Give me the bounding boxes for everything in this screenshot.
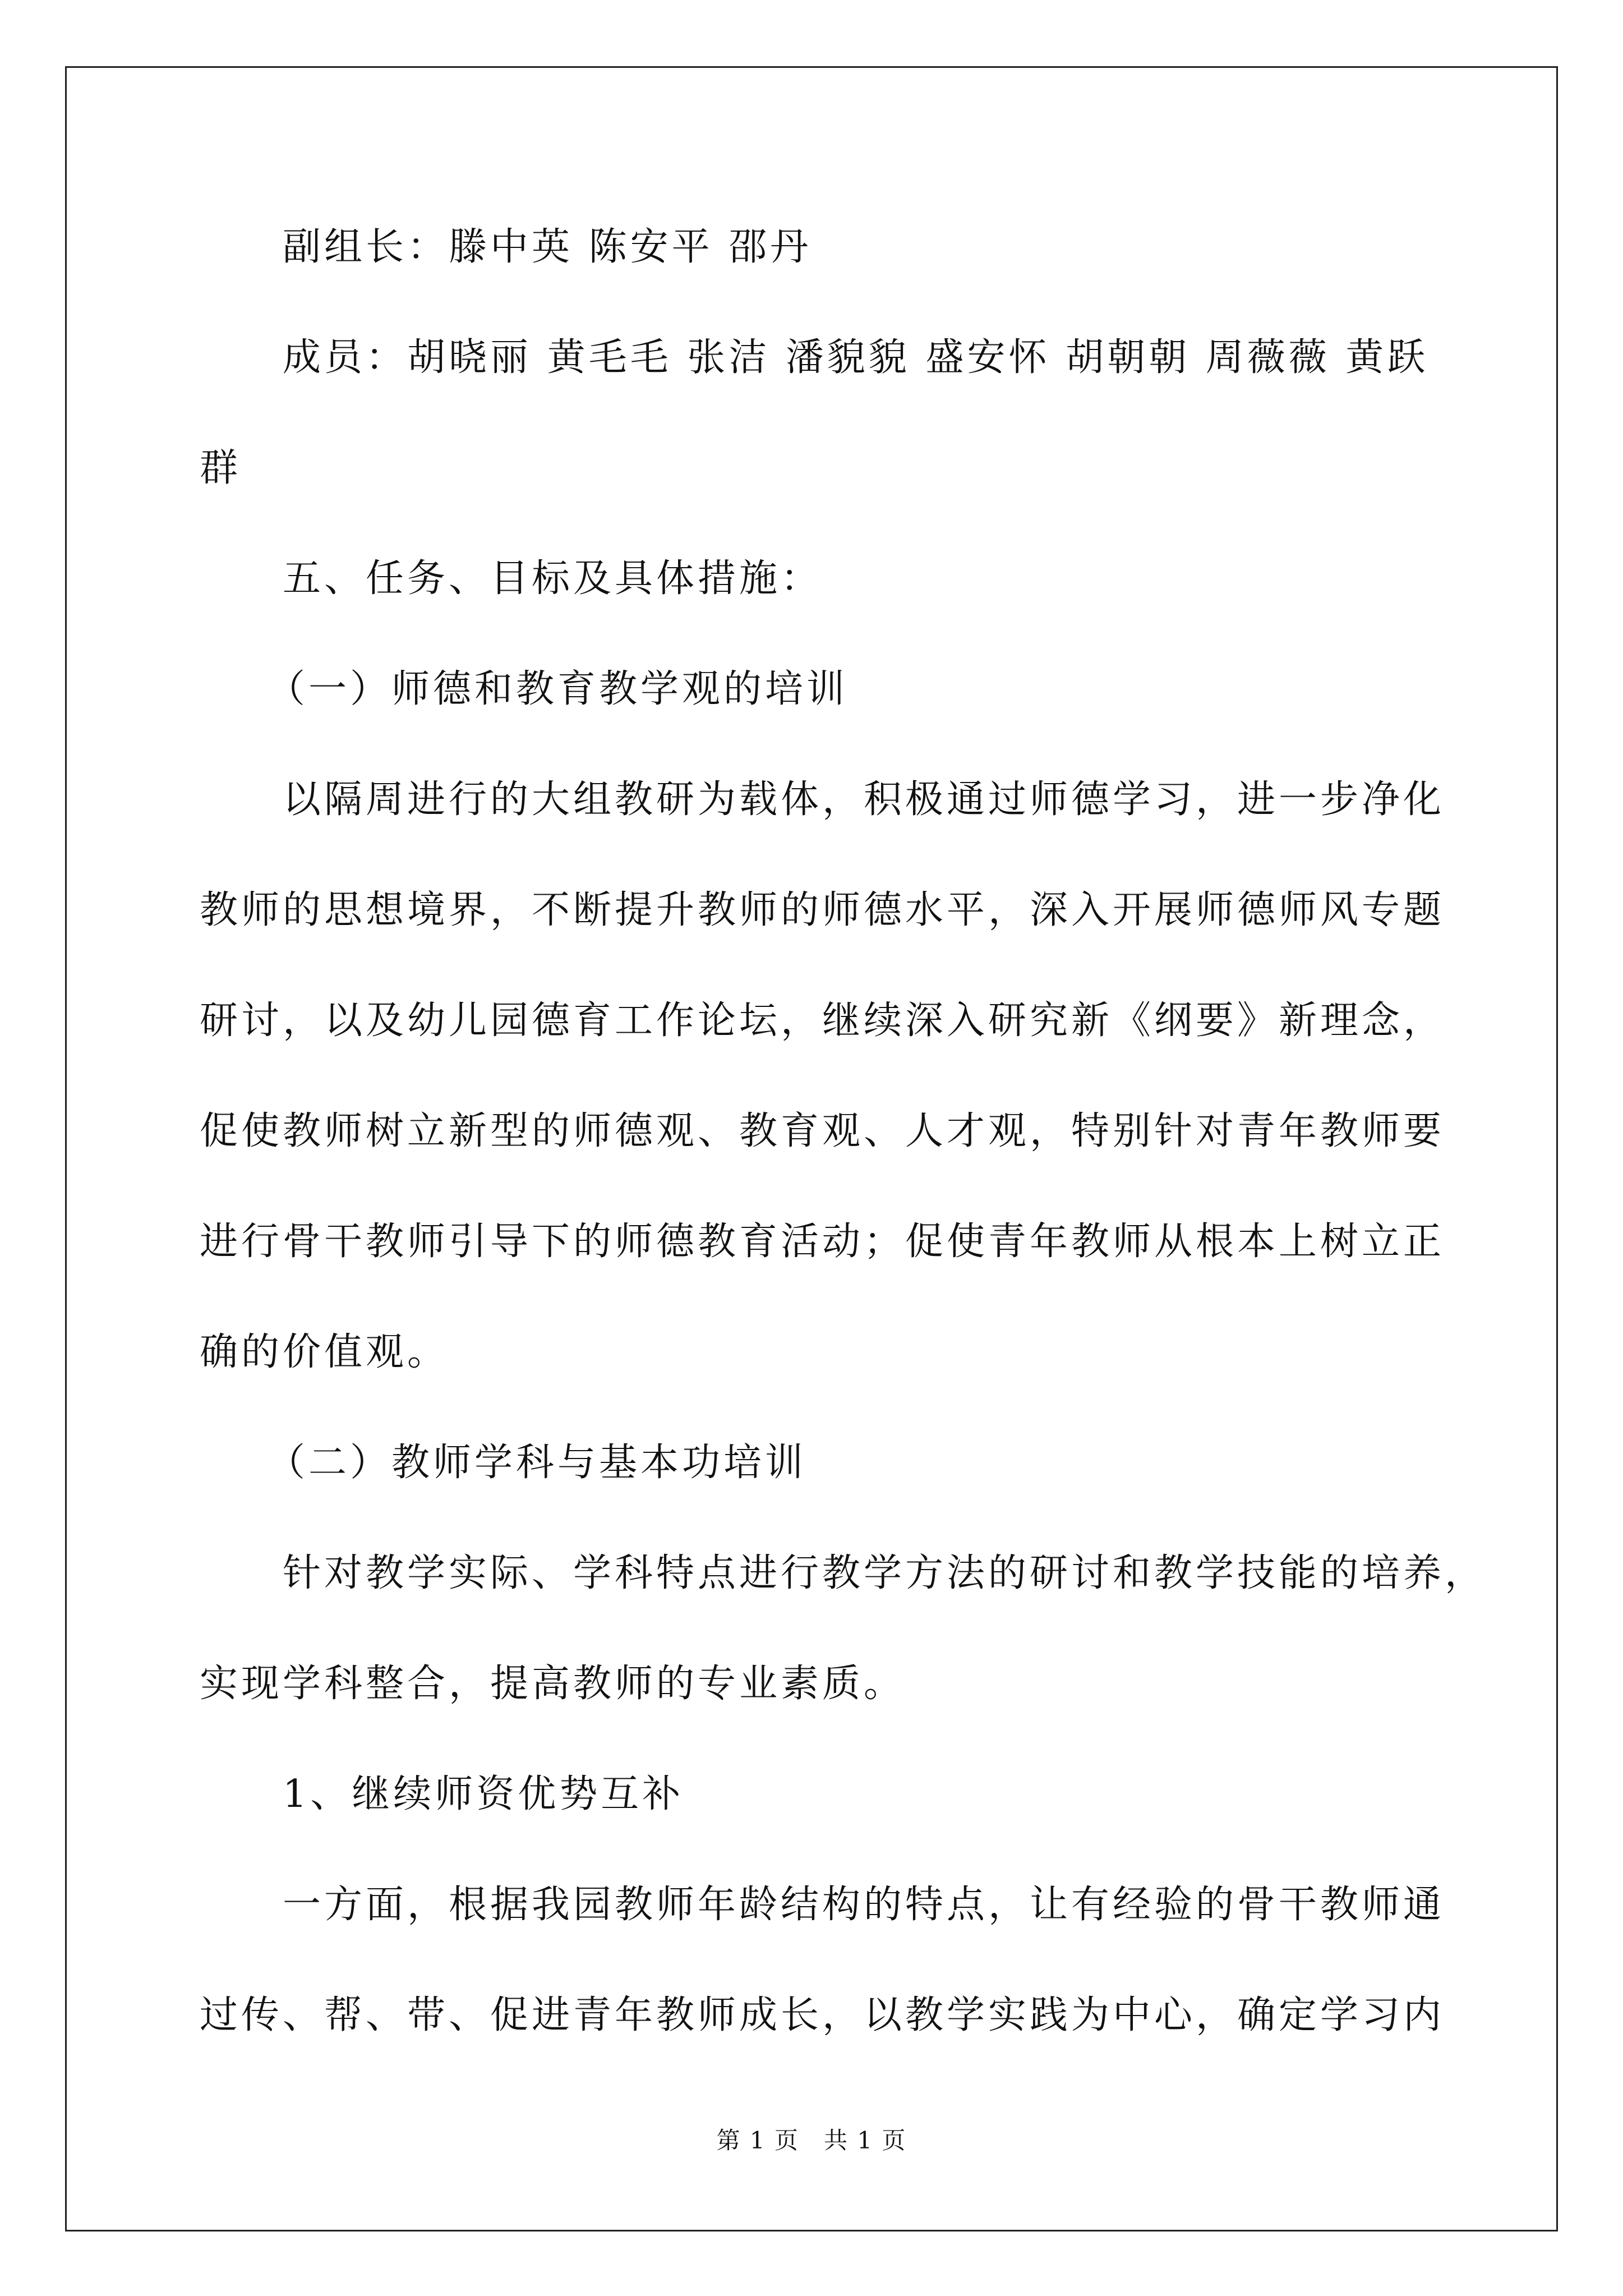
- text-line: 确的价值观。: [200, 1330, 449, 1374]
- text-line: 过传、帮、带、促进青年教师成长，以教学实践为中心，确定学习内: [200, 1993, 1445, 2037]
- subsection-heading: （二）教师学科与基本功培训: [267, 1441, 807, 1485]
- text-line: 群: [200, 446, 242, 490]
- text-line: 进行骨干教师引导下的师德教育活动；促使青年教师从根本上树立正: [200, 1220, 1445, 1264]
- text-line: 一方面，根据我园教师年龄结构的特点，让有经验的骨干教师通: [283, 1883, 1445, 1927]
- page-number: 第 1 页 共 1 页: [716, 2127, 907, 2154]
- subsection-heading: （一）师德和教育教学观的培训: [267, 667, 849, 711]
- text-line: 副组长：滕中英 陈安平 邵丹: [283, 225, 812, 269]
- text-line: 教师的思想境界，不断提升教师的师德水平，深入开展师德师风专题: [200, 888, 1445, 932]
- text-line: 促使教师树立新型的师德观、教育观、人才观，特别针对青年教师要: [200, 1109, 1445, 1153]
- list-item-heading: 1、继续师资优势互补: [283, 1772, 684, 1816]
- section-heading: 五、任务、目标及具体措施：: [283, 556, 823, 601]
- text-line: 针对教学实际、学科特点进行教学方法的研讨和教学技能的培养，: [283, 1551, 1487, 1595]
- text-line: 以隔周进行的大组教研为载体，积极通过师德学习，进一步净化: [283, 777, 1445, 822]
- text-line: 成员：胡晓丽 黄毛毛 张洁 潘貌貌 盛安怀 胡朝朝 周薇薇 黄跃: [283, 335, 1429, 380]
- text-line: 研讨，以及幼儿园德育工作论坛，继续深入研究新《纲要》新理念，: [200, 999, 1445, 1043]
- document-body: [200, 219, 1487, 2097]
- text-line: 实现学科整合，提高教师的专业素质。: [200, 1662, 906, 1706]
